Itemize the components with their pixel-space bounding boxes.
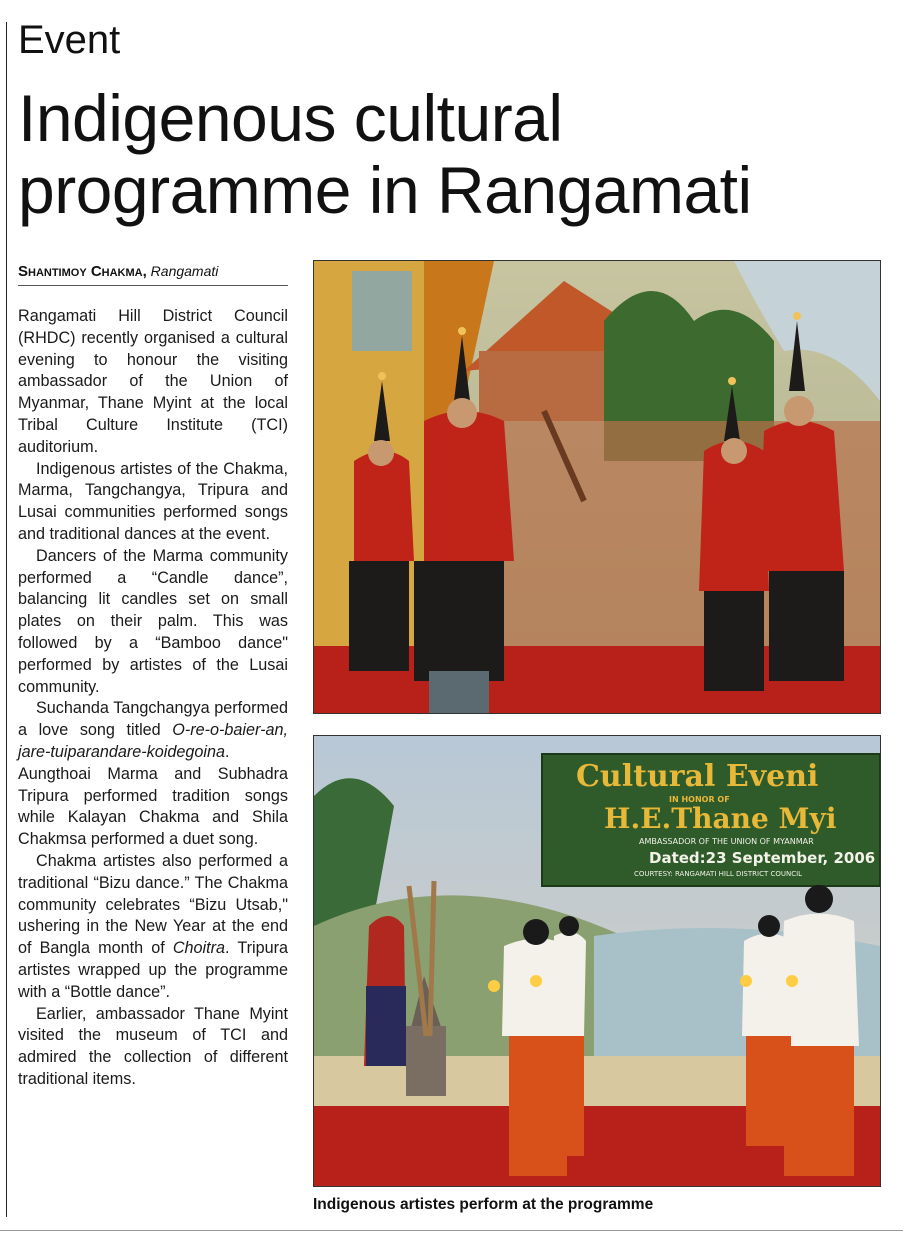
photo-caption: Indigenous artistes perform at the programme: [313, 1196, 654, 1213]
paragraph-6: Earlier, ambassador Thane Myint visited the museum of TCI and admired the collection of different traditional items.: [18, 1004, 288, 1088]
candle-dance-illustration: [314, 261, 880, 713]
banner-guest: H.E.Thane Myi: [604, 802, 837, 835]
banner-title: Cultural Eveni: [576, 759, 819, 794]
article-body: [18, 306, 288, 1091]
bottom-rule: [0, 1230, 903, 1231]
banner-courtesy: COURTESY: RANGAMATI HILL DISTRICT COUNCIL: [634, 870, 803, 878]
paragraph-2: Indigenous artistes of the Chakma, Marma, Tangchangya, Tripura and Lusai communities performed songs and traditional dances at the event.: [18, 459, 288, 543]
stage-banner-illustration: [314, 736, 880, 1186]
paragraph-1: Rangamati Hill District Council (RHDC) recently organised a cultural evening to honour the visiting ambassador of the Union of Myanmar, Thane Myint at the local Tribal Culture Institute (TCI) auditorium.: [18, 307, 288, 456]
headline-line-1: Indigenous cultural: [18, 81, 563, 155]
photo-candle-dance: [313, 260, 881, 714]
headline: [18, 82, 752, 226]
paragraph-3: Dancers of the Marma community performed a “Candle dance”, balancing lit candles set on small plates on their palm. This was followed by a “Bamboo dance" performed by artistes of the Lusai community.: [18, 546, 288, 696]
byline-location: Rangamati: [150, 263, 219, 279]
paragraph-5-lead: Chakma artistes also performed a traditional “Bizu dance.” The Chakma community celebrates “Bizu Utsab," ushering in the New Year at the end of Bangla month of: [18, 851, 288, 958]
paragraph-5-rest: . Tripura artistes wrapped up the programme with a “Bottle dance”.: [18, 939, 288, 1001]
left-column-rule: [6, 22, 7, 1217]
banner-date: Dated:23 September, 2006: [649, 849, 876, 867]
month-name: Choitra: [172, 939, 226, 958]
byline-author: Shantimoy Chakma,: [18, 263, 147, 280]
song-title: O-re-o-baier-an, jare-tuiparandare-koidegoina: [18, 721, 288, 761]
photo-stage-banner: [313, 735, 881, 1187]
section-label: Event: [18, 18, 121, 62]
byline-divider: [18, 285, 288, 286]
paragraph-5: [18, 851, 288, 1004]
banner-honor: IN HONOR OF: [669, 795, 730, 804]
paragraph-4-rest: . Aungthoai Marma and Subhadra Tripura performed tradition songs while Kalayan Chakma and Shila Chakmsa performed a duet song.: [18, 742, 288, 849]
banner-role: AMBASSADOR OF THE UNION OF MYANMAR: [639, 837, 814, 846]
headline-line-2: programme in Rangamati: [18, 153, 752, 227]
paragraph-4-lead: Suchanda Tangchangya performed a love song titled: [18, 699, 288, 740]
paragraph-4: [18, 698, 288, 851]
byline: [18, 262, 218, 281]
